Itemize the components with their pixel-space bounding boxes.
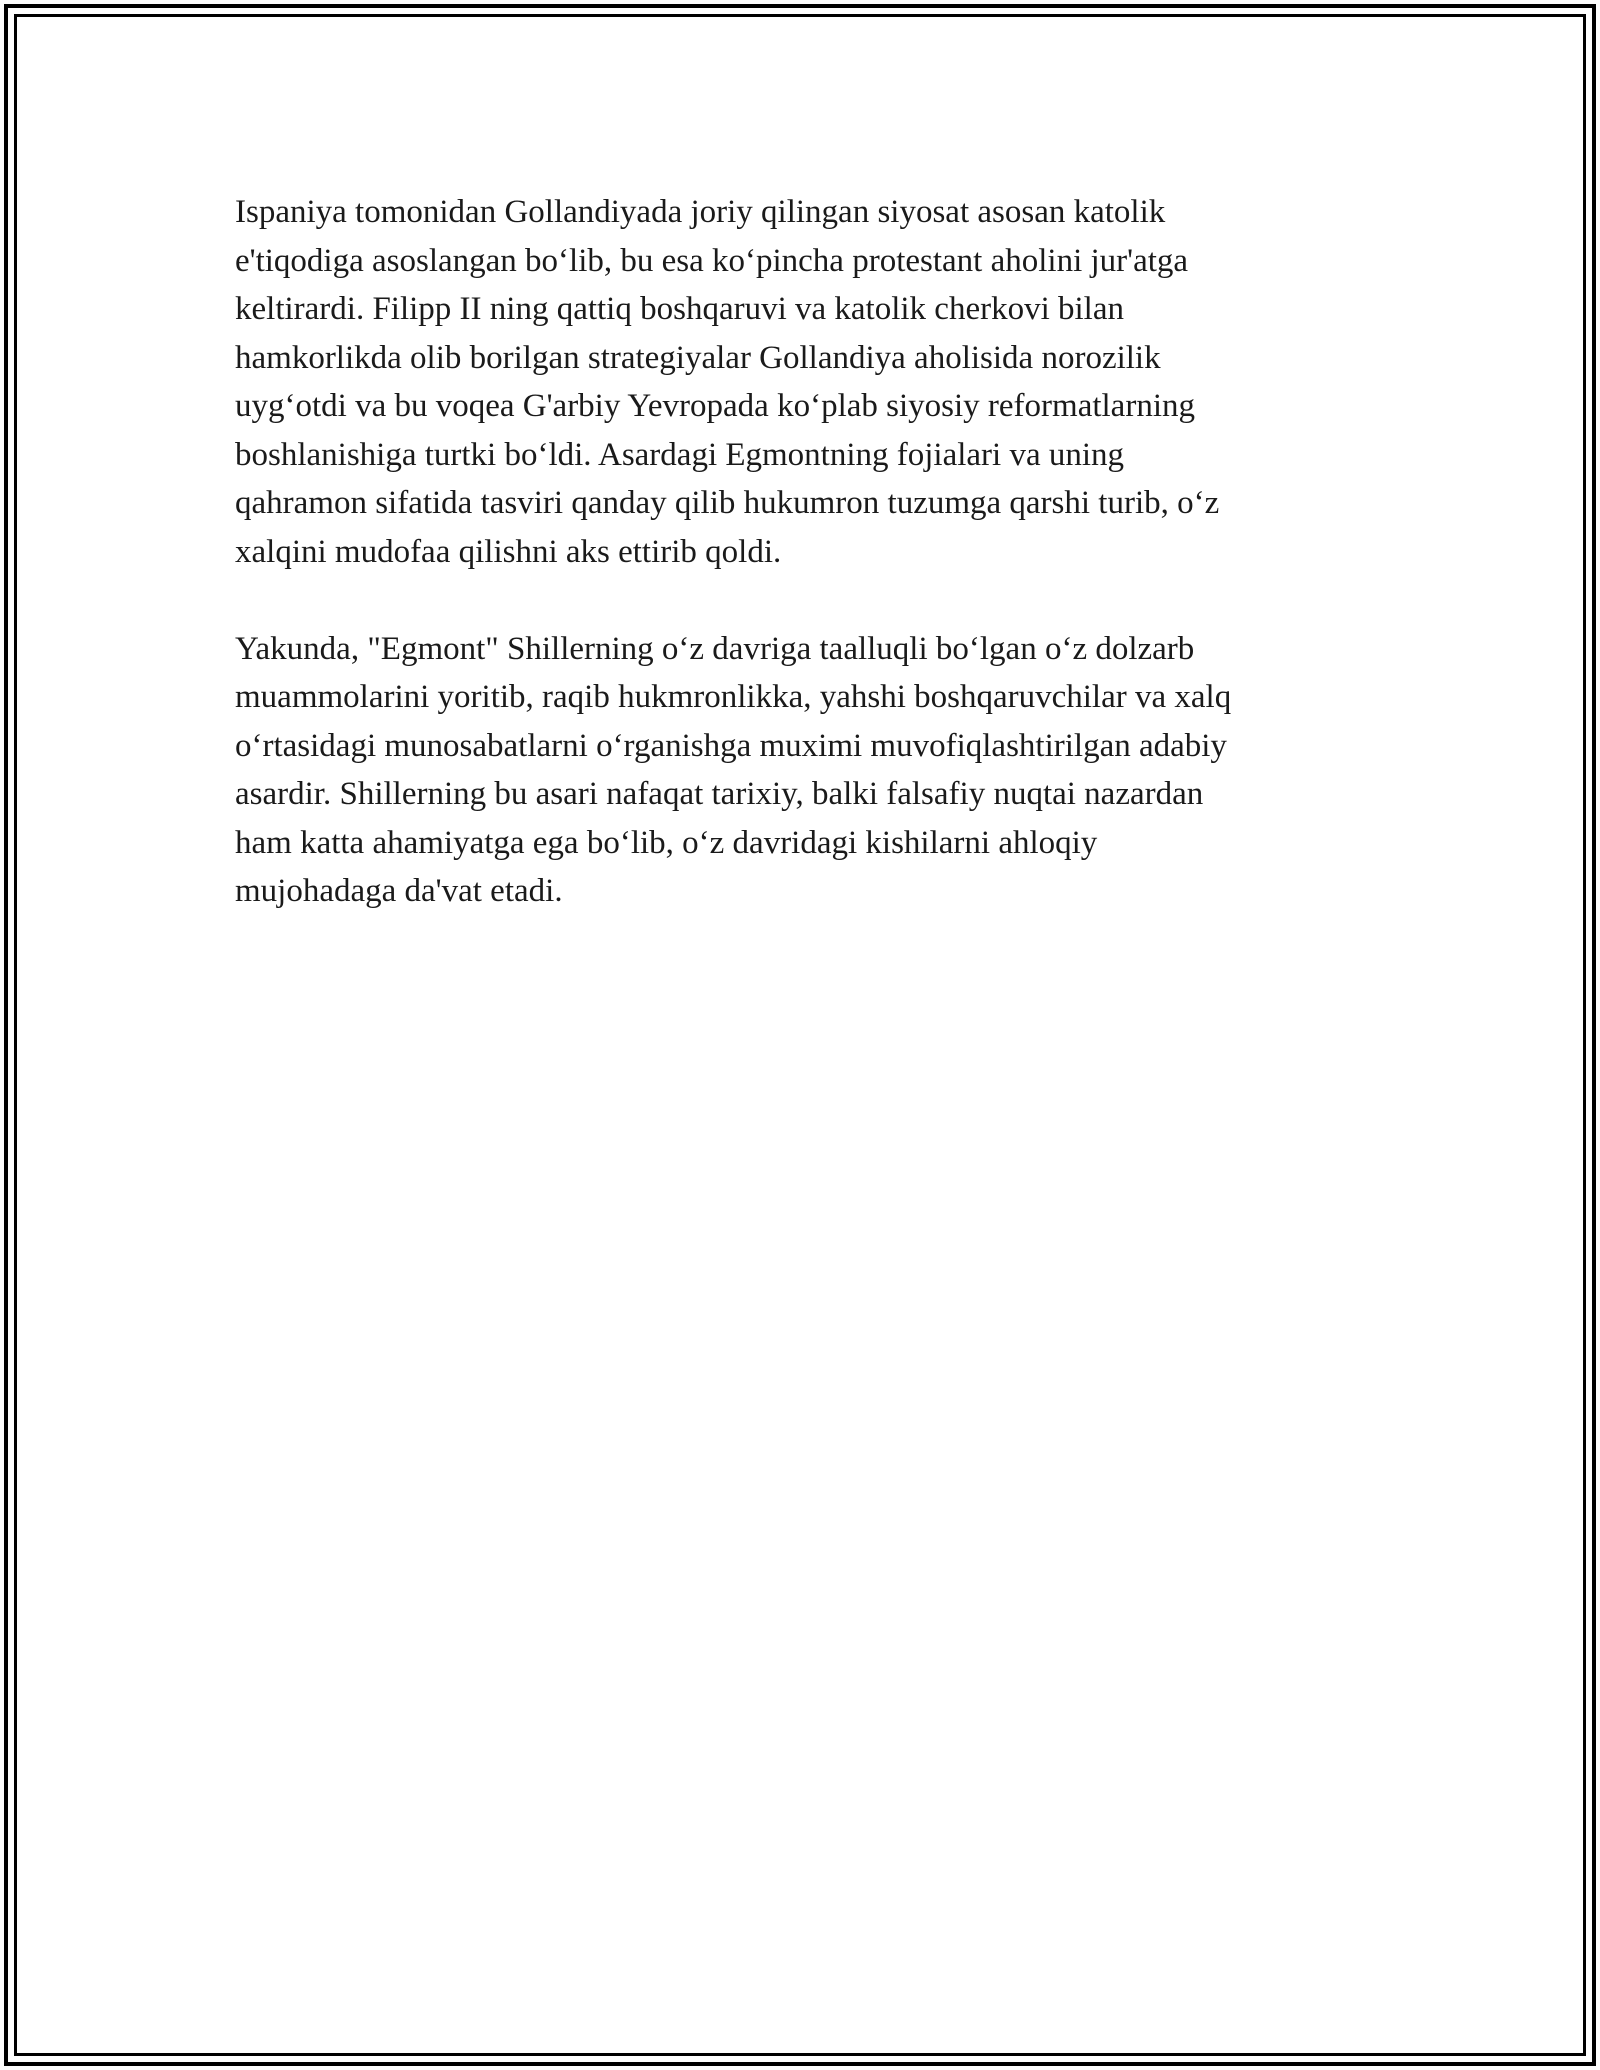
text-line: uyg‘otdi va bu voqea G'arbiy Yevropada ko‘plab siyosiy reformatlarning bbox=[235, 388, 1195, 424]
text-line: muammolarini yoritib, raqib hukmronlikka, yahshi boshqaruvchilar va xalq bbox=[235, 679, 1232, 715]
text-line: keltirardi. Filipp II ning qattiq boshqaruvi va katolik cherkovi bilan bbox=[235, 291, 1124, 327]
text-line: ham katta ahamiyatga ega bo‘lib, o‘z davridagi kishilarni ahloqiy bbox=[235, 824, 1098, 861]
paragraph-1 bbox=[235, 188, 1365, 576]
text-line: e'tiqodiga asoslangan bo‘lib, bu esa ko‘pincha protestant aholini jur'atga bbox=[235, 242, 1189, 279]
paragraph-2 bbox=[235, 625, 1365, 916]
text-line: mujohadaga da'vat etadi. bbox=[235, 873, 563, 909]
text-line: qahramon sifatida tasviri qanday qilib hukumron tuzumga qarshi turib, o‘z bbox=[235, 485, 1220, 521]
document-body bbox=[235, 188, 1365, 964]
text-line: Yakunda, "Egmont" Shillerning o‘z davriga taalluqli bo‘lgan o‘z dolzarb bbox=[235, 630, 1195, 667]
text-line: xalqini mudofaa qilishni aks ettirib qoldi. bbox=[235, 533, 782, 570]
text-line: asardir. Shillerning bu asari nafaqat tarixiy, balki falsafiy nuqtai nazardan bbox=[235, 776, 1204, 812]
text-line: hamkorlikda olib borilgan strategiyalar Gollandiya aholisida norozilik bbox=[235, 339, 1161, 376]
text-line: boshlanishiga turtki bo‘ldi. Asardagi Egmontning fojialari va uning bbox=[235, 436, 1125, 473]
text-line: o‘rtasidagi munosabatlarni o‘rganishga muximi muvofiqlashtirilgan adabiy bbox=[235, 727, 1227, 764]
text-line: Ispaniya tomonidan Gollandiyada joriy qilingan siyosat asosan katolik bbox=[235, 194, 1166, 230]
